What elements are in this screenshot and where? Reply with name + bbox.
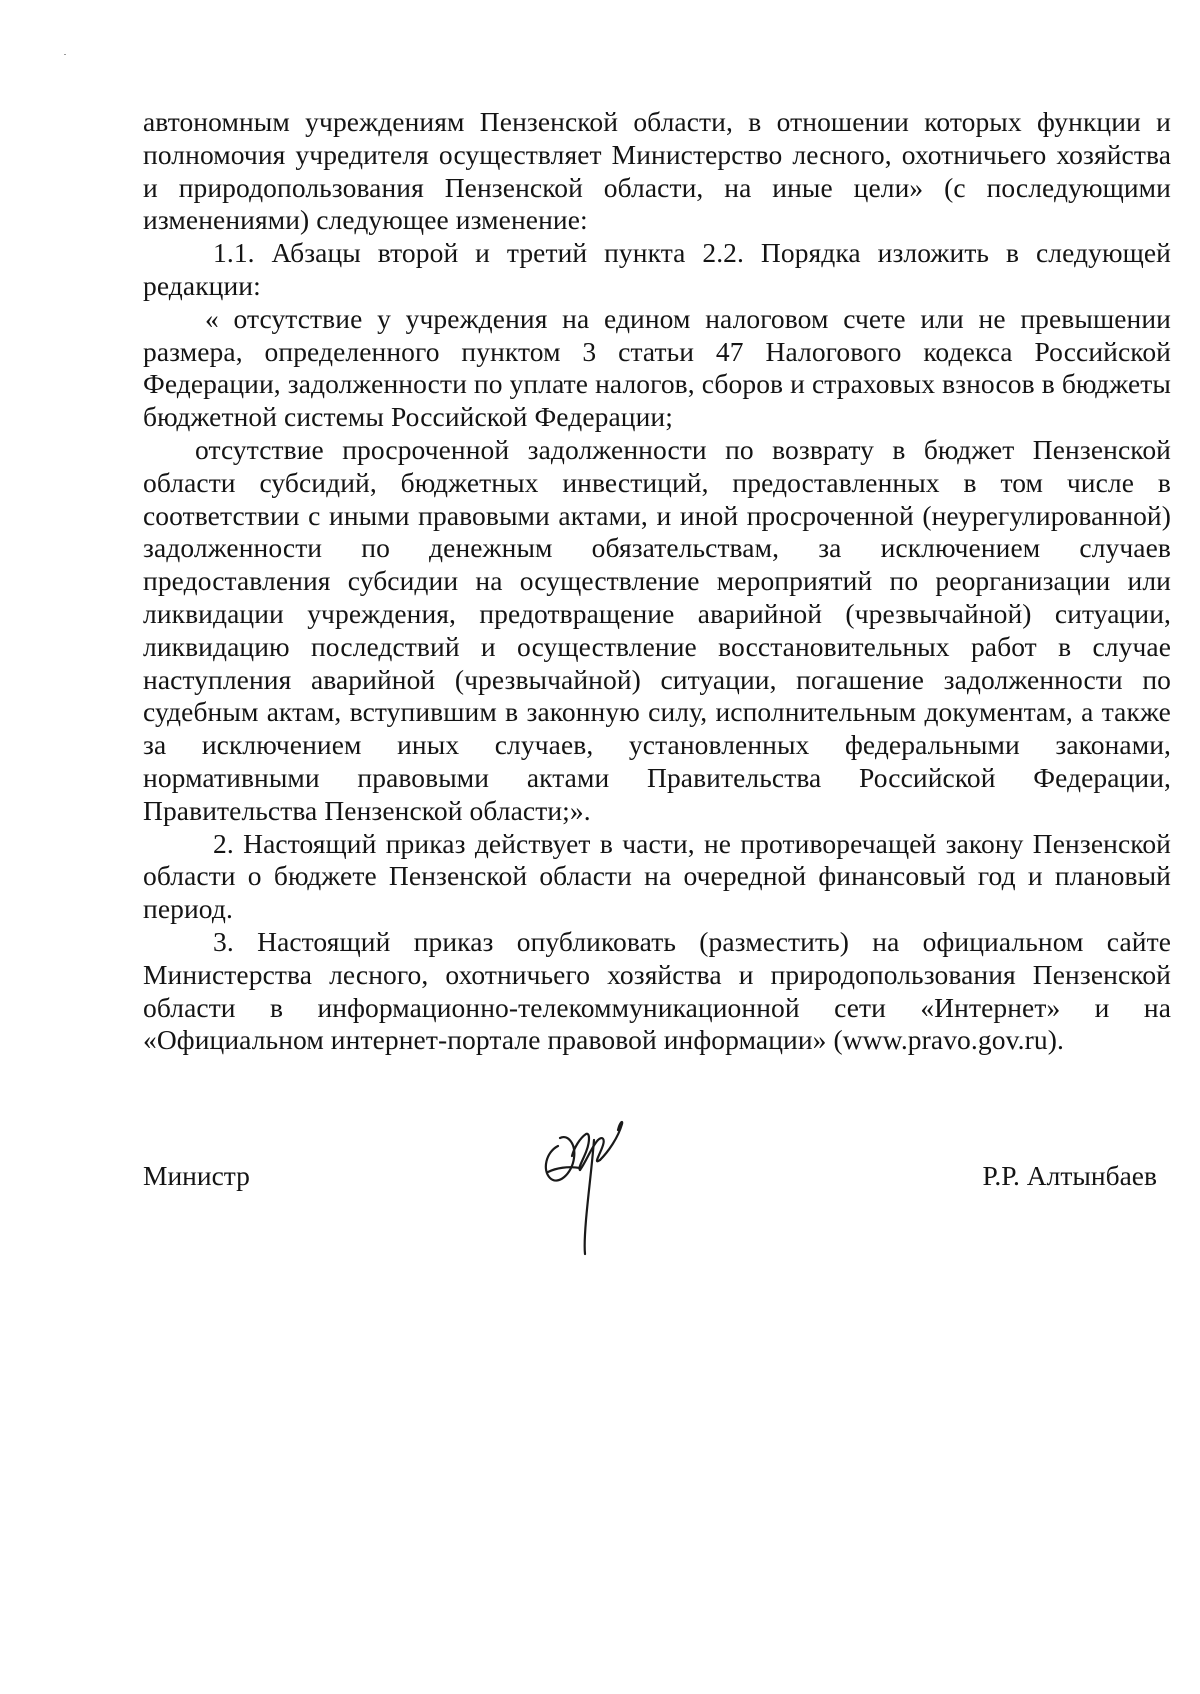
paragraph-quoted-abstract-3: отсутствие просроченной задолженности по возврату в бюджет Пензенской области субсидий, бюджетных инвестиций, предоставленных в том числе в соответствии с иными правовыми актами, и иной просроченной (неурегулированной) задолженности по денежным обязательствам, за исключением случаев предоставления субсидии на осуществление мероприятий по реорганизации или ликвидации учреждения, предотвращение аварийной (чрезвычайной) ситуации, ликвидацию последствий и осуществление восстановительных работ в случае наступления аварийной (чрезвычайной) ситуации, погашение задолженности по судебным актам, вступившим в законную силу, исполнительным документам, а также за исключением иных случаев, установленных федеральными законами, нормативными правовыми актами Правительства Российской Федерации, Правительства Пензенской области;». <box>143 433 1171 826</box>
scan-artifact <box>64 54 66 55</box>
paragraph-item-3: 3. Настоящий приказ опубликовать (разместить) на официальном сайте Министерства лесного, охотничьего хозяйства и природопользования Пензенской области в информационно-телекоммуникационной сети «Интернет» и на «Официальном интернет-портале правовой информации» (www.pravo.gov.ru). <box>143 925 1171 1056</box>
paragraph-item-2: 2. Настоящий приказ действует в части, не противоречащей закону Пензенской области о бюджете Пензенской области на очередной финансовый год и плановый период. <box>143 827 1171 925</box>
paragraph-quoted-abstract-2: « отсутствие у учреждения на едином налоговом счете или не превышении размера, определенного пунктом 3 статьи 47 Налогового кодекса Российской Федерации, задолженности по уплате налогов, сборов и страховых взносов в бюджеты бюджетной системы Российской Федерации; <box>143 302 1171 433</box>
handwritten-signature <box>528 1108 638 1258</box>
signer-position: Министр <box>143 1160 250 1191</box>
signer-name: Р.Р. Алтынбаев <box>982 1160 1157 1191</box>
paragraph-clause-1-1: 1.1. Абзацы второй и третий пункта 2.2. Порядка изложить в следующей редакции: <box>143 237 1171 301</box>
paragraph-continuation: автономным учреждениям Пензенской области, в отношении которых функции и полномочия учредителя осуществляет Министерство лесного, охотничьего хозяйства и природопользования Пензенской области, на иные цели» (с последующими изменениями) следующее изменение: <box>143 106 1171 236</box>
document-body <box>143 106 1171 1057</box>
signature-block <box>143 1148 1171 1268</box>
